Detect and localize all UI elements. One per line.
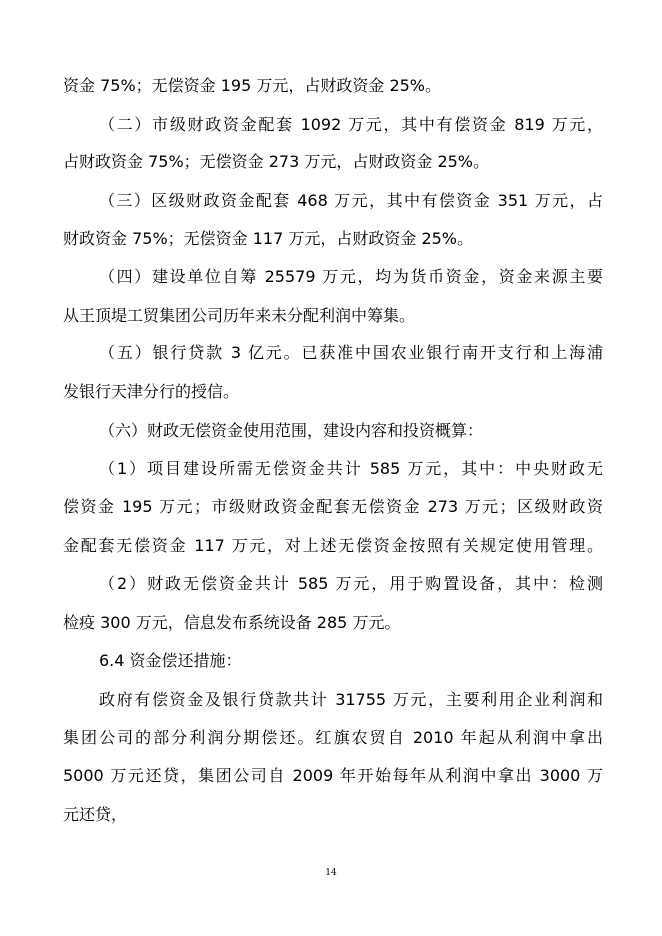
text-line: 偿资金 195 万元；市级财政资金配套无偿资金 273 万元；区级财政资 (63, 497, 603, 516)
text-line: （2）财政无偿资金共计 585 万元，用于购置设备，其中：检测 (99, 574, 603, 593)
text-line: 金配套无偿资金 117 万元，对上述无偿资金按照有关规定使用管理。 (63, 536, 603, 555)
text-line: 检疫 300 万元，信息发布系统设备 285 万元。 (63, 613, 401, 632)
text-line: 资金 75%；无偿资金 195 万元，占财政资金 25%。 (63, 76, 442, 95)
text-line: （六）财政无偿资金使用范围，建设内容和投资概算： (99, 421, 484, 440)
text-line: （五）银行贷款 3 亿元。已获准中国农业银行南开支行和上海浦 (99, 343, 603, 362)
text-line: （四）建设单位自筹 25579 万元，均为货币资金，资金来源主要 (99, 267, 603, 286)
text-line: 发银行天津分行的授信。 (63, 382, 240, 401)
text-line: 财政资金 75%；无偿资金 117 万元，占财政资金 25%。 (63, 229, 474, 248)
text-line: 元还贷， (63, 805, 128, 824)
text-line: 5000 万元还贷，集团公司自 2009 年开始每年从利润中拿出 3000 万 (63, 766, 603, 785)
text-line: 政府有偿资金及银行贷款共计 31755 万元，主要利用企业利润和 (99, 690, 603, 709)
page-number: 14 (325, 868, 337, 878)
text-line: 从王顶堤工贸集团公司历年来未分配利润中筹集。 (63, 306, 416, 325)
text-line: 集团公司的部分利润分期偿还。红旗农贸自 2010 年起从利润中拿出 (63, 728, 603, 747)
section-heading: 6.4 资金偿还措施： (99, 651, 242, 670)
text-line: 占财政资金 75%；无偿资金 273 万元，占财政资金 25%。 (63, 152, 490, 171)
text-line: （三）区级财政资金配套 468 万元，其中有偿资金 351 万元，占 (99, 191, 603, 210)
text-line: （1）项目建设所需无偿资金共计 585 万元，其中：中央财政无 (99, 459, 603, 478)
text-line: （二）市级财政资金配套 1092 万元，其中有偿资金 819 万元， (99, 115, 603, 134)
